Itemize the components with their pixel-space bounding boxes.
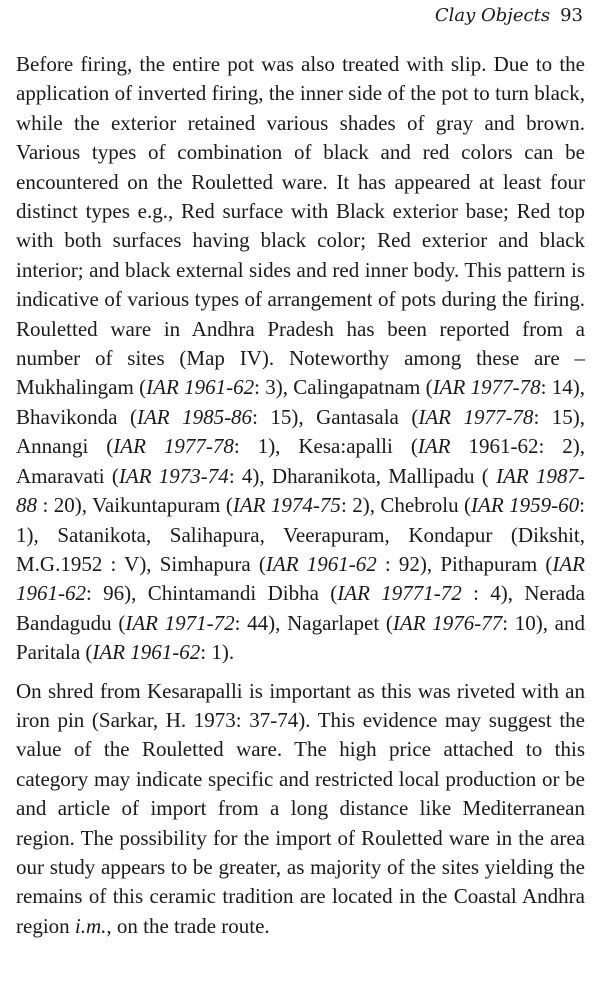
citation-text: IAR 1973-74 xyxy=(118,463,229,488)
paragraph-text: : 4), Dharanikota, Mallipadu ( xyxy=(228,463,489,488)
citation-text: IAR 1961-62 xyxy=(92,640,201,665)
paragraph xyxy=(16,50,585,668)
paragraph-text: Before firing, the entire pot was also treated with slip. Due to the application of inverted firing, the inner side of the pot to turn black, while the exterior retained various shades of gray and brown. Various types of combination of black and red colors can be encountered on the Rouletted ware. It has appeared at least four distinct types e.g., Red surface with Black exterior base; Red top with both surfaces having black color; Red exterior and black interior; and black external sides and red inner body. This pattern is indicative of various types of arrangement of pots during the firing. Rouletted ware in Andhra Pradesh has been reported from a number of sites (Map IV). Noteworthy among these are – Mukhalingam ( xyxy=(16,52,585,400)
citation-text: IAR 1987-88 xyxy=(16,463,585,518)
paragraph-text: : 15), Annangi ( xyxy=(16,404,585,459)
paragraph-text: : 92), Pithapuram ( xyxy=(376,551,553,576)
citation-text: IAR 1977-78 xyxy=(113,434,234,459)
paragraph xyxy=(16,677,585,942)
paragraph-text: : 96), Chintamandi Dibha ( xyxy=(86,581,338,606)
citation-text: IAR 1961-62 xyxy=(146,375,255,400)
citation-text: IAR 1971-72 xyxy=(125,610,235,635)
page-number: 93 xyxy=(560,5,583,26)
paragraph-text: : 2), Chebrolu ( xyxy=(340,493,472,518)
paragraph-text: : 1), Kesa:apalli ( xyxy=(233,434,418,459)
citation-text: IAR 19771-72 xyxy=(337,581,462,606)
citation-text: IAR 1959-60 xyxy=(471,493,580,518)
citation-text: IAR 1977-78 xyxy=(432,375,541,400)
paragraph-text: : 14), Bhavikonda ( xyxy=(16,375,586,429)
paragraph-text: : 20), Vaikuntapuram ( xyxy=(37,493,233,518)
paragraph-text: : 15), Gantasala ( xyxy=(252,404,419,429)
citation-text: IAR 1985-86 xyxy=(136,404,253,429)
citation-text: IAR 1974-75 xyxy=(232,493,341,518)
citation-text: i.m. xyxy=(74,913,107,938)
citation-text: IAR 1961-62 xyxy=(265,551,377,576)
paragraph-text: , on the trade route. xyxy=(106,913,270,938)
paragraph-text: : 44), Nagarlapet ( xyxy=(234,610,393,635)
paragraph-text: : 10), and Paritala ( xyxy=(16,610,585,665)
running-header xyxy=(435,4,583,28)
paragraph-text: : 1), Satanikota, Salihapura, Veerapuram, Kondapur (Dikshit, M.G.1952 : V), Simhapura ( xyxy=(16,493,585,576)
citation-text: IAR xyxy=(417,434,451,459)
citation-text: IAR 1977-78 xyxy=(418,404,534,429)
body-text xyxy=(16,50,585,941)
citation-text: IAR 1961-62 xyxy=(16,551,585,606)
paragraph-text: : 4), Nerada Bandagudu ( xyxy=(16,581,585,635)
paragraph-text: On shred from Kesarapalli is important as this was riveted with an iron pin (Sarkar, H. 1973: 37-74). This evidence may suggest the value of the Rouletted ware. The high price attached to this category may indicate specific and restricted local production or be and article of import from a long distance like Mediterranean region. The possibility for the import of Rouletted ware in the area our study appears to be greater, as majority of the sites yielding the remains of this ceramic tradition are located in the Coastal Andhra region xyxy=(16,678,585,938)
paragraph-text: : 3), Calingapatnam ( xyxy=(254,375,433,400)
paragraph-text: 1961-62: 2), Amaravati ( xyxy=(16,434,585,488)
paragraph-text: : 1). xyxy=(200,640,235,665)
citation-text: IAR 1976-77 xyxy=(392,610,503,635)
book-page xyxy=(16,0,585,997)
running-title: Clay Objects xyxy=(434,5,551,26)
